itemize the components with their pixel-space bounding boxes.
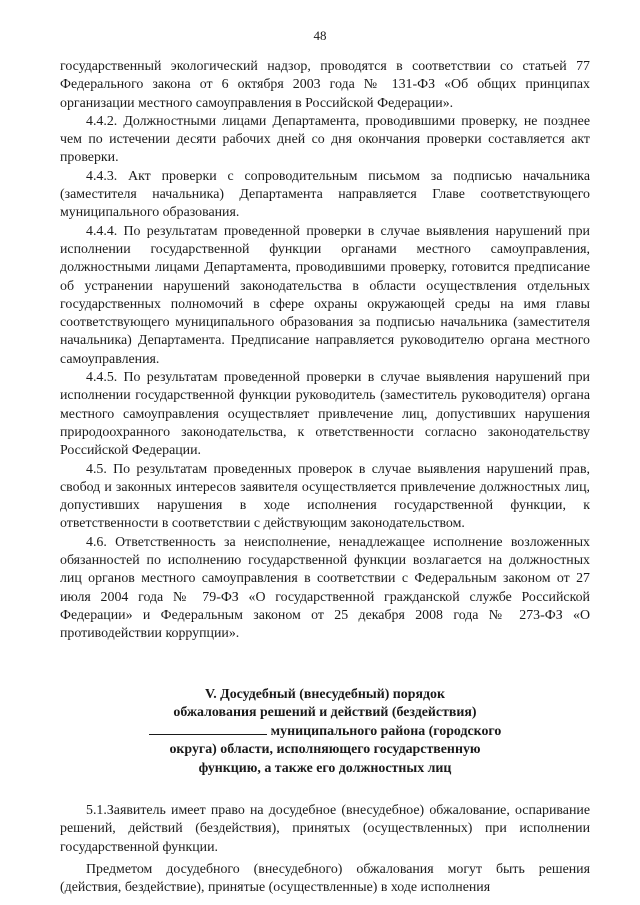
paragraph-4-6: 4.6. Ответственность за неисполнение, ненадлежащее исполнение возложенных обязанностей по исполнению государственной функции возлагается на должностных лиц органов местного самоуправления в соответствии с Федеральным законом от 27 июля 2004 года № 79-ФЗ «О государственной гражданской службе Российской Федерации» и Федеральным законом от 25 декабря 2008 года № 273-ФЗ «О противодействии коррупции». [60, 534, 590, 642]
paragraph-4-4-2: 4.4.2. Должностными лицами Департамента, проводившими проверку, не позднее чем по истечении десяти рабочих дней со дня окончания проверки составляется акт проверки. [60, 113, 590, 166]
paragraph-continuation: государственный экологический надзор, проводятся в соответствии со статьей 77 Федерального закона от 6 октября 2003 года № 131-ФЗ «Об общих принципах организации местного самоуправления в Российской Федерации». [60, 59, 590, 111]
paragraph-4-4-3: 4.4.3. Акт проверки с сопроводительным письмом за подписью начальника (заместителя начальника) Департамента направляется Главе соответствующего муниципального образования. [60, 168, 590, 221]
paragraph-5-1: 5.1.Заявитель имеет право на досудебное (внесудебное) обжалование, оспаривание решений, действий (бездействия), принятых (осуществленных) при исполнении государственной функции. [60, 802, 590, 855]
document-body [60, 58, 590, 901]
section-heading-line: V. Досудебный (внесудебный) порядок [205, 686, 445, 702]
section-heading-line [60, 722, 590, 741]
section-heading-line: округа) области, исполняющего государственную [169, 742, 481, 758]
paragraph-4-4-4: 4.4.4. По результатам проведенной проверки в случае выявления нарушений при исполнении государственной функции органами местного самоуправления, должностными лицами Департамента, проводившими проверку, готовится предписание об устранении нарушений законодательства в области осуществления отдельных государственных полномочий в сфере охраны окружающей среды на имя главы соответствующего муниципального образования за подписью начальника (заместителя начальника) Департамента. Предписание направляется руководителю органа местного самоуправления. [60, 223, 590, 367]
blank-fill-line [149, 722, 267, 735]
page-number: 48 [313, 28, 327, 43]
paragraph-subject: Предметом досудебного (внесудебного) обжалования могут быть решения (действия, бездействие), принятые (осуществленные) в ходе исполнения [60, 861, 590, 896]
section-heading [60, 686, 590, 778]
section-5-body [60, 802, 590, 897]
paragraph-4-5: 4.5. По результатам проведенных проверок в случае выявления нарушений прав, свобод и законных интересов заявителя осуществляется привлечение должностных лиц, допустивших нарушения в ходе исполнения государственной функции, к ответственности в соответствии с действующим законодательством. [60, 461, 590, 532]
section-heading-text: муниципального района (городского [270, 724, 502, 740]
paragraph-4-4-5: 4.4.5. По результатам проведенной проверки в случае выявления нарушений при исполнении государственной функции руководитель (заместитель руководителя) органа местного самоуправления осуществляет привлечение лиц, допустивших нарушения природоохранного законодательства, к ответственности согласно законодательству Российской Федерации. [60, 370, 590, 459]
section-heading-line: функцию, а также его должностных лиц [198, 760, 452, 776]
section-heading-line: обжалования решений и действий (бездействия) [173, 704, 477, 720]
